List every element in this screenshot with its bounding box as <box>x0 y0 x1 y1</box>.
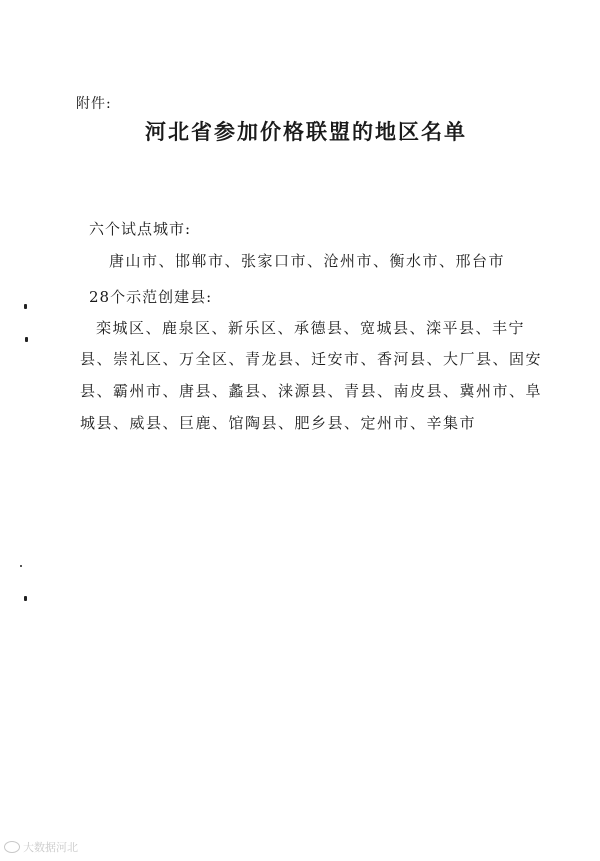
watermark-logo-icon <box>4 841 20 853</box>
watermark-text: 大数据河北 <box>23 841 78 854</box>
pilot-cities-list: 唐山市、邯郸市、张家口市、沧州市、衡水市、邢台市 <box>109 252 506 270</box>
watermark <box>4 839 78 855</box>
section-heading-pilot-cities: 六个试点城市: <box>89 220 192 238</box>
demo-counties-line-4: 城县、威县、巨鹿、馆陶县、肥乡县、定州市、辛集市 <box>80 414 477 432</box>
demo-counties-line-3: 县、霸州市、唐县、蠡县、涞源县、青县、南皮县、冀州市、阜 <box>80 382 543 400</box>
scan-speck <box>25 337 28 342</box>
demo-counties-line-2: 县、崇礼区、万全区、青龙县、迁安市、香河县、大厂县、固安 <box>80 350 543 368</box>
demo-counties-line-1: 栾城区、鹿泉区、新乐区、承德县、宽城县、滦平县、丰宁 <box>96 319 526 337</box>
section-heading-demo-counties: 28个示范创建县: <box>89 288 213 306</box>
scan-speck <box>24 596 27 601</box>
scan-speck <box>20 565 22 567</box>
scan-speck <box>24 304 27 309</box>
attachment-label: 附件: <box>76 96 112 112</box>
document-title: 河北省参加价格联盟的地区名单 <box>145 119 467 144</box>
